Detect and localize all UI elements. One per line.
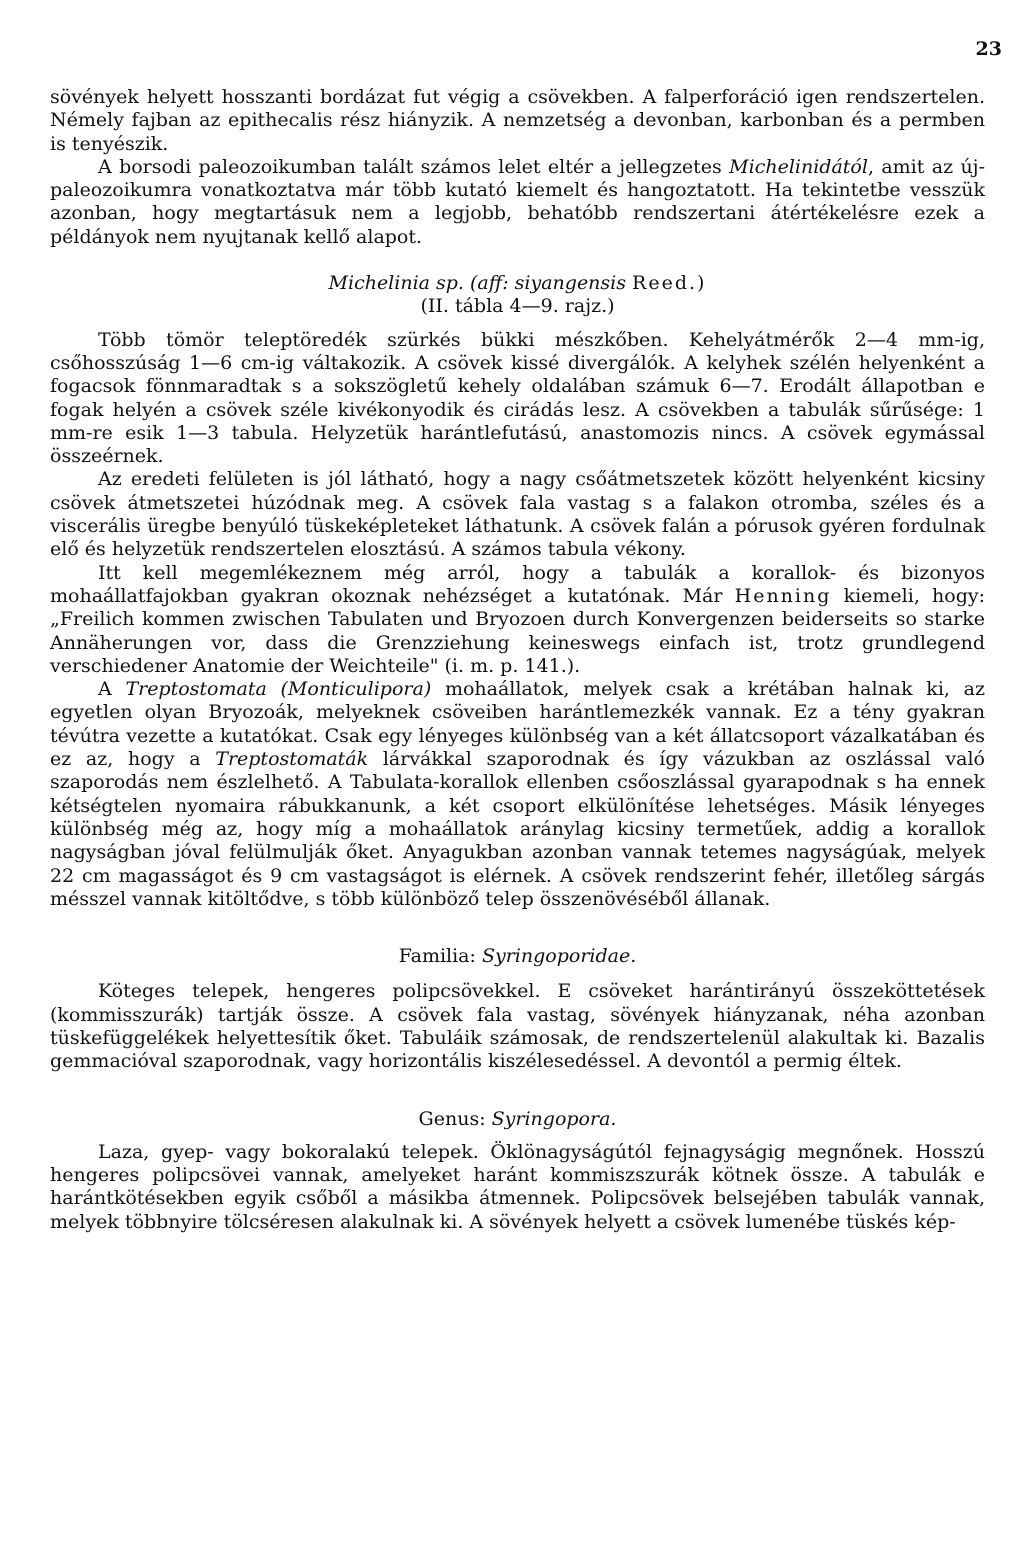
- paragraph: Több tömör teleptöredék szürkés bükki mészkőben. Kehelyátmérők 2—4 mm-ig, csőhosszúság 1—6 cm-ig váltakozik. A csövek kissé divergálók. A kelyhek szélén helyenként a fogacsok fönnmaradtak s a sokszögletű kehely oldalában számuk 6—7. Erodált állapotban e fogak helyén a csövek széle kivékonyodik és cirádás lesz. A csövekben a tabulák sűrűsége: 1 mm-re esik 1—3 tabula. Helyzetük harántlefutású, anastomozis nincs. A csövek egymással összeérnek.: [50, 328, 985, 468]
- paragraph: [50, 156, 985, 249]
- body-text: [50, 86, 985, 1234]
- text-run: lárvákkal szaporodnak és így vázukban az oszlással való szaporodás nem észlelhető. A Tabulata-korallok ellenben csőoszlással gyarapodnak s ha ennek kétségtelen nyomaira rábukkanunk, a két csoport elkülönítése lehetséges. Másik lényeges különbség még az, hogy míg a mohaállatok aránylag kicsiny termetűek, addig a korallok nagyságban jóval felülmulják őket. Anyagukban azonban vannak tetemes nagyságúak, melyek 22 cm magasságot és 9 cm vastagságot is elérnek. A csövek rendszerint fehér, illetőleg sárgás mésszel vannak kitöltődve, s több különböző telep összenövéséből állanak.: [50, 748, 985, 910]
- species-author: Reed.): [632, 272, 707, 295]
- text-run: A borsodi paleozoikumban talált számos lelet eltér a jellegzetes: [98, 155, 730, 178]
- paragraph: [50, 678, 985, 911]
- paragraph: [50, 562, 985, 678]
- genus-label: Genus:: [418, 1107, 492, 1130]
- page-number: 23: [975, 38, 1002, 60]
- plate-reference: (II. tábla 4—9. rajz.): [420, 295, 615, 318]
- familia-label: Familia:: [398, 945, 482, 968]
- taxon-name: Treptostomata (Monticulipora): [125, 678, 432, 701]
- text-run: Itt kell megemlékeznem még arról, hogy a tabulák a korallok- és bizonyos mohaállatfajokban gyakran okoznak nehézséget a kutatónak. Már: [50, 561, 985, 607]
- paragraph: Köteges telepek, hengeres polipcsövekkel. E csöveket harántirányú összeköttetések (kommisszurák) tartják össze. A csövek fala vastag, sövények hiányzanak, néha azonban tüskefüggelékek helyettesítik őket. Tabuláik számosak, de rendszertelenül alakultak ki. Bazalis gemmacióval szaporodnak, vagy horizontális kiszélesedéssel. A devontól a permig éltek.: [50, 980, 985, 1073]
- taxon-name: Treptostomaták: [215, 748, 369, 771]
- text-run: mohaállatok, melyek csak a krétában halnak ki, az egyetlen olyan Bryozoák, melyeknek csöveiben harántlemezkék vannak. Ez a tény gyakran tévútra vezette a kutatókat. Csak egy lényeges különbség van a két állatcsoport vázalkatában és ez az, hogy a: [50, 678, 985, 771]
- species-heading: [50, 272, 985, 295]
- text-run: A: [98, 678, 126, 701]
- author-name: Henning: [734, 584, 832, 607]
- taxon-name: Michelinidától: [729, 155, 868, 178]
- text-run: kiemeli, hogy: „Freilich kommen zwischen Tabulaten und Bryozoen durch Konvergenzen beiderseits so starke Annäherungen vor, dass die Grenzziehung keineswegs einfach ist, trotz grundlegend verschiedener Anatomie der Weichteile" (i. m. p. 141.).: [50, 584, 986, 677]
- species-name: Michelinia sp. (aff: siyangensis: [328, 272, 626, 295]
- paragraph: sövények helyett hosszanti bordázat fut végig a csövekben. A falperforáció igen rendszertelen. Némely fajban az epithecalis rész hiányzik. A nemzetség a devonban, karbonban és a permben is tenyészik.: [50, 86, 985, 155]
- genus-name: Syringopora.: [491, 1107, 617, 1130]
- genus-heading: [50, 1108, 985, 1131]
- paragraph: Az eredeti felületen is jól látható, hogy a nagy csőátmetszetek között helyenként kicsiny csövek átmetszetei húzódnak meg. A csövek fala vastag s a falakon otromba, széles és a viscerális üregbe benyúló tüskeképleteket láthatunk. A csövek falán a pórusok gyéren fordulnak elő és helyzetük rendszertelen elosztású. A számos tabula vékony.: [50, 468, 985, 561]
- text-run: , amit az új-paleozoikumra vonatkoztatva már több kutató kiemelt és hangoztatott. Ha tekintetbe vesszük azonban, hogy megtartásuk nem a legjobb, behatóbb rendszertani átértékelésre ezek a példányok nem nyujtanak kellő alapot.: [50, 155, 985, 248]
- familia-name: Syringoporidae.: [481, 945, 637, 968]
- paragraph: Laza, gyep- vagy bokoralakú telepek. Öklönagyságútól fejnagyságig megnőnek. Hosszú hengeres polipcsövei vannak, amelyeket haránt kommiszszurák kötnek össze. A tabulák e harántkötésekben egyik csőből a másikba átmennek. Polipcsövek belsejében tabulák vannak, melyek többnyire tölcséresen alakulnak ki. A sövények helyett a csövek lumenébe tüskés kép-: [50, 1140, 985, 1233]
- familia-heading: [50, 945, 985, 968]
